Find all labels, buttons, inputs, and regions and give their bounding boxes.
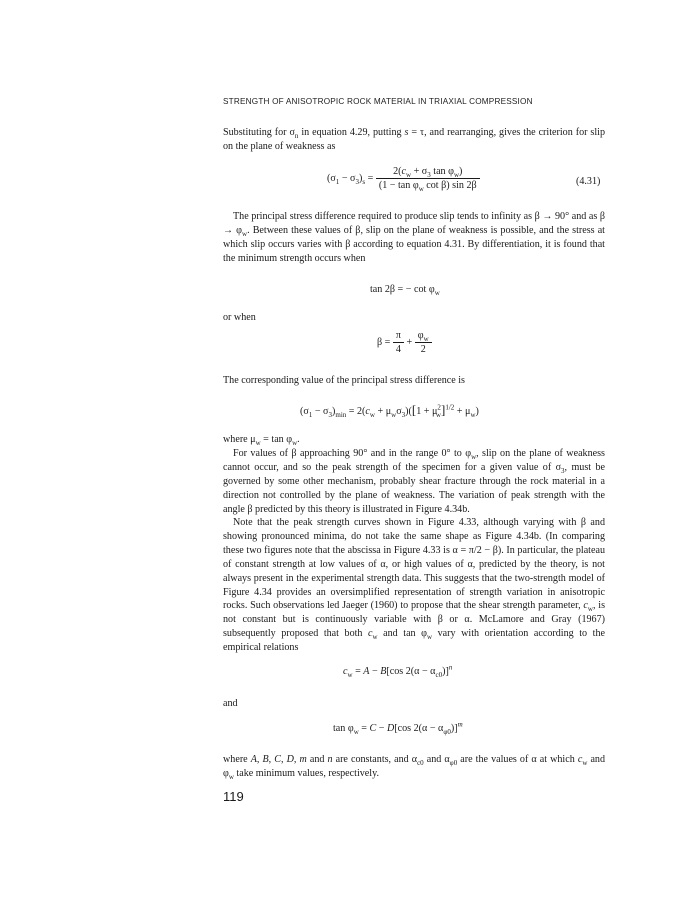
equation-4-31: $(\sigma_1 - \sigma_3)_s$ = $\frac{2(c_w + \sigma_3 \tan \varphi_w)}{(1 - \tan \varphi_w \cot \beta) \sin 2\beta}$ — [327, 166, 480, 191]
paragraph-substitution: Substituting for $\sigma_n$ in equation 4.29, putting s = τ, and rearranging, gives the criterion for slip on the plane of weakness as — [223, 127, 606, 152]
equation-tan-2beta: tan 2β = − $\cot \varphi_w$ — [370, 284, 440, 298]
paragraph-corresponding: The corresponding value of the principal stress difference is — [223, 375, 465, 386]
running-header: STRENGTH OF ANISOTROPIC ROCK MATERIAL IN TRIAXIAL COMPRESSION — [223, 97, 533, 106]
paragraph-constants: where A, B, C, D, m and n are constants, and $\alpha_{c0}$ and $\alpha_{\varphi 0}$ are the values of α at which $c_w$ and $\varphi_w$ take minimum values, respectively. — [223, 754, 606, 781]
page-number: 119 — [223, 789, 244, 804]
text-or-when: or when — [223, 312, 256, 323]
equation-number-4-31: (4.31) — [576, 176, 601, 187]
text-where-mu: where $\mu_w = \tan \varphi_w$. — [223, 434, 300, 448]
equation-min-strength: $(\sigma_1 - \sigma_3)_{min} = 2(c_w + \mu_w\sigma_3)([1 + \mu^2_w]^{1/2} + \mu_w)$ — [300, 402, 479, 420]
paragraph-peak-strength: For values of β approaching 90° and in the range 0° to $\varphi_w$, slip on the plane of weakness cannot occur, and so the peak strength of the specimen for a given value of $\sigma_3$, must be governed by some other mechanism, probably shear fracture through the rock material in a direction not controlled by the plane of weakness. The variation of peak strength with the angle β predicted by this theory is illustrated in Figure 4.34b. — [223, 448, 605, 515]
equation-cw: $c_w = A - B[\cos$ $2(\alpha - \alpha_{c0})]^n$ — [343, 663, 453, 680]
paragraph-stress-difference: The principal stress difference required to produce slip tends to infinity as β → 90° and as $\beta \to \varphi_w$. Between these values of β, slip on the plane of weakness is possible, and the stress at which slip occurs varies with β according to equation 4.31. By differentiation, it is found that the minimum strength occurs when — [223, 211, 605, 264]
equation-tan-phi: $\tan \varphi_w = C - D[\cos$ $2(\alpha - \alpha_{\varphi 0})]^m$ — [333, 720, 463, 737]
paragraph-peak-curves: Note that the peak strength curves shown in Figure 4.33, although varying with β and showing pronounced minima, do not take the same shape as Figure 4.34b. (In comparing these two figures note that the abscissa in Figure 4.33 is α = π/2 − β). In particular, the plateau of constant strength at low values of α, or high values of α, predicted by the theory, is not always present in the experimental strength data. This suggests that the two-strength model of Figure 4.34 provides an oversimplified representation of strength variation in anisotropic rocks. Such observations led Jaeger (1960) to propose that the shear strength parameter, $c_w$, is not constant but is continuously variable with β or α. McLamore and Gray (1967) subsequently proposed that both $c_w$ and $\tan \varphi_w$ vary with orientation according to the empirical relations — [223, 517, 605, 654]
equation-beta: β = $\frac{\pi}{4}$ + $\frac{\varphi_w}{2}$ — [377, 330, 432, 355]
text-and: and — [223, 698, 238, 709]
